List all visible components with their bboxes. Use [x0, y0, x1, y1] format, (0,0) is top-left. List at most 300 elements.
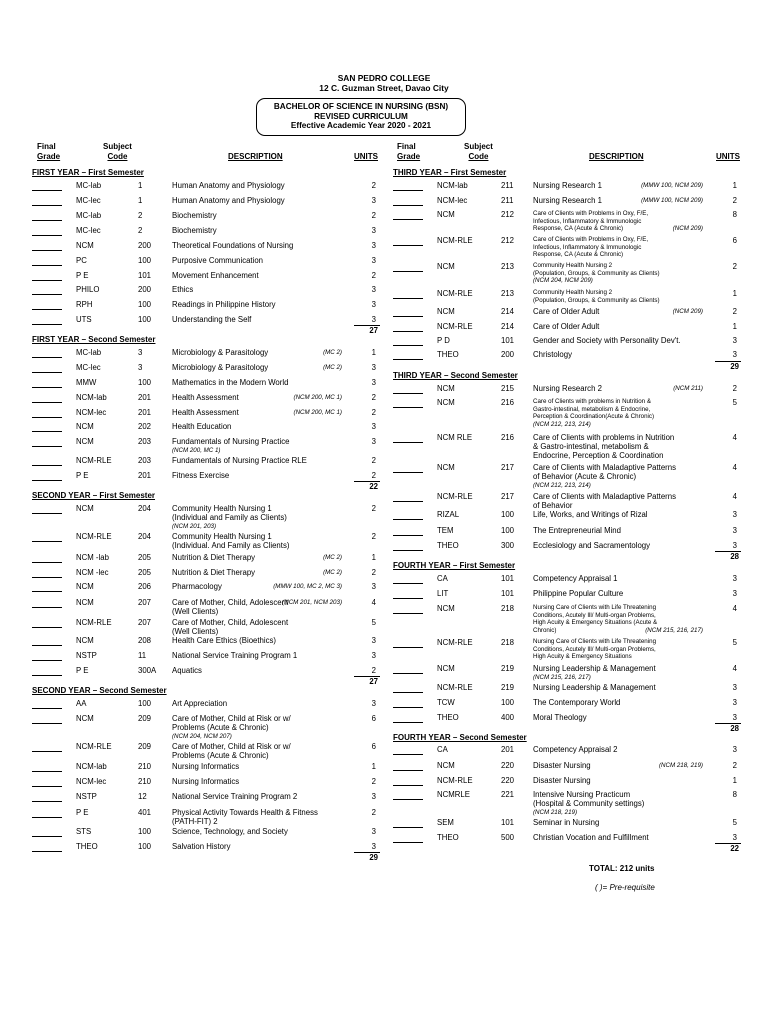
course-description [533, 322, 599, 331]
units-value: 3 [732, 833, 737, 842]
units-value: 3 [371, 636, 376, 645]
subject-code: NCM [437, 761, 455, 770]
description-line: Health Assessment (NCM 200, MC 1) [172, 408, 342, 417]
final-grade-blank[interactable] [393, 307, 423, 317]
description-line: Care of Clients with Maladaptive Patterns [533, 492, 677, 501]
subject-number: 217 [501, 492, 515, 501]
description-line: of Behavior (Acute & Chronic) [533, 472, 637, 481]
units-value: 2 [371, 808, 376, 817]
prerequisite: (NCM 211) [673, 385, 703, 392]
semester-title: SECOND YEAR – Second Semester [32, 686, 167, 695]
subject-code: NCM-RLE [437, 492, 473, 501]
description-line: Community Health Nursing 1 [172, 504, 272, 513]
units-value: 6 [732, 236, 737, 245]
description-line: Science, Technology, and Society [172, 827, 288, 836]
final-grade-blank[interactable] [393, 433, 423, 443]
subject-number: 210 [138, 762, 152, 771]
program-title: BACHELOR OF SCIENCE IN NURSING (BSN) [273, 102, 449, 111]
subject-number: 2 [138, 211, 143, 220]
course-description [533, 776, 591, 785]
description-line: Ethics [172, 285, 194, 294]
final-grade-blank[interactable] [393, 463, 423, 473]
description-line: Competency Appraisal 1 [533, 574, 618, 583]
subject-code: RIZAL [437, 510, 460, 519]
units-value: 3 [732, 541, 737, 550]
final-grade-blank[interactable] [32, 226, 62, 236]
description-line: Care of Clients with problems in Nutrition & [533, 398, 651, 405]
subject-code: NCM-RLE [437, 683, 473, 692]
description-line: Care of Mother, Child, Adolescent [172, 618, 289, 627]
semester-title: FIRST YEAR – First Semester [32, 168, 144, 177]
course-row [0, 541, 768, 556]
subject-number: 11 [138, 651, 147, 660]
subject-code: P E [76, 808, 89, 817]
subject-number: 203 [138, 437, 152, 446]
units-value: 3 [732, 683, 737, 692]
description-line: Nursing Research 1 (MMW 100, NCM 209) [533, 181, 703, 190]
course-description [172, 422, 231, 431]
subject-code: TCW [437, 698, 455, 707]
subject-number: 204 [138, 532, 152, 541]
final-grade-blank[interactable] [32, 618, 62, 628]
subject-code: NCM [76, 598, 94, 607]
final-grade-blank[interactable] [393, 574, 423, 584]
subject-number: 213 [501, 262, 515, 271]
subject-number: 207 [138, 618, 152, 627]
course-description [533, 541, 650, 550]
grand-total: TOTAL: 212 units [589, 864, 655, 873]
subject-number: 217 [501, 463, 515, 472]
description-line: Nursing Research 2 (NCM 211) [533, 384, 703, 393]
units-value: 3 [732, 589, 737, 598]
semester-total: 27 [369, 326, 378, 335]
description-line: Human Anatomy and Physiology [172, 196, 285, 205]
col-head-units-right: UNITS [716, 152, 740, 161]
description-line: Problems (Acute & Chronic) [172, 751, 269, 760]
final-grade-blank[interactable] [393, 322, 423, 332]
final-grade-blank[interactable] [393, 683, 423, 693]
subject-code: NCM -lab [76, 553, 109, 562]
subject-code: TEM [437, 526, 454, 535]
subject-code: MMW [76, 378, 97, 387]
subject-code: STS [76, 827, 92, 836]
description-line: (Individual. And Family as Clients) [172, 541, 290, 550]
course-row [0, 664, 768, 679]
description-line: Care of Older Adult [533, 322, 600, 331]
subject-number: 205 [138, 553, 152, 562]
description-line: Fitness Exercise [172, 471, 230, 480]
course-row [0, 526, 768, 541]
description-line: Microbiology & Parasitology (MC 2) [172, 363, 342, 372]
subject-number: 212 [501, 210, 515, 219]
final-grade-blank[interactable] [393, 196, 423, 206]
description-line: (Well Clients) [172, 627, 219, 636]
course-description [533, 761, 703, 770]
final-grade-blank[interactable] [393, 289, 423, 299]
units-value: 1 [732, 181, 737, 190]
subject-number: 100 [501, 526, 515, 535]
semester-total: 22 [730, 844, 739, 853]
units-value: 3 [371, 378, 376, 387]
description-line: Disaster Nursing (NCM 218, 219) [533, 761, 703, 770]
subject-number: 201 [501, 745, 515, 754]
subject-number: 100 [138, 256, 152, 265]
final-grade-blank[interactable] [393, 236, 423, 246]
units-value: 3 [732, 336, 737, 345]
description-line: Care of Clients with Problems in Oxy, F/E, [533, 210, 649, 217]
course-row [0, 336, 768, 351]
subject-number: 101 [138, 271, 152, 280]
subject-code: NCM [76, 636, 94, 645]
units-value: 3 [371, 651, 376, 660]
units-value: 3 [732, 526, 737, 535]
final-grade-blank[interactable] [393, 745, 423, 755]
description-line: (Population, Groups, & Community as Clients) [533, 296, 660, 304]
course-description [172, 226, 217, 235]
description-line: (Hospital & Community settings) [533, 799, 645, 808]
units-value: 3 [371, 363, 376, 372]
units-value: 2 [371, 666, 376, 675]
prerequisite: (MC 2) [323, 364, 342, 371]
description-line: Philippine Popular Culture [533, 589, 624, 598]
prerequisite: (MC 2) [323, 349, 342, 356]
subject-number: 211 [501, 196, 514, 205]
units-value: 3 [732, 713, 737, 722]
course-row [0, 510, 768, 525]
description-line: Salvation History [172, 842, 231, 851]
final-grade-blank[interactable] [393, 510, 423, 520]
prerequisite: (NCM 200, MC 1) [293, 409, 342, 416]
description-line: Conditions, Acutely Ill/ Multi-organ Problems, [533, 611, 656, 619]
college-name: SAN PEDRO COLLEGE [337, 73, 431, 83]
description-line: Conditions, Acutely Ill/ Multi-organ Problems, [533, 645, 656, 653]
final-grade-blank[interactable] [32, 808, 62, 818]
course-description [533, 604, 703, 634]
units-value: 3 [371, 422, 376, 431]
course-row [0, 196, 768, 211]
description-line: Health Education [172, 422, 232, 431]
units-value: 1 [371, 553, 376, 562]
prerequisite: (MMW 100, NCM 209) [641, 197, 703, 204]
subject-code: MC-lab [76, 211, 102, 220]
subject-number: 204 [138, 504, 152, 513]
description-line: (Individual and Family as Clients) [172, 513, 287, 522]
subject-code: NCM [437, 398, 455, 407]
subject-code: PHILO [76, 285, 100, 294]
course-description [533, 181, 703, 190]
subject-number: 100 [138, 842, 152, 851]
description-line: Community Health Nursing 1 [172, 532, 272, 541]
subject-number: 201 [138, 393, 152, 402]
subject-code: NCM-RLE [437, 236, 473, 245]
description-line: Disaster Nursing [533, 776, 591, 785]
description-line: Moral Theology [533, 713, 587, 722]
semester-title: FOURTH YEAR – Second Semester [393, 733, 527, 742]
subject-code: SEM [437, 818, 454, 827]
units-value: 3 [371, 300, 376, 309]
units-value: 1 [371, 762, 376, 771]
description-line: Gender and Society with Personality Dev't. [533, 336, 681, 345]
subject-number: 100 [501, 698, 515, 707]
units-value: 4 [732, 492, 737, 501]
subject-code: NCM [437, 384, 455, 393]
course-row [0, 589, 768, 604]
course-description [533, 698, 620, 707]
col-head-subject-left: Subject Code [103, 142, 132, 161]
semester-total: 29 [730, 362, 739, 371]
units-value: 2 [371, 471, 376, 480]
subject-code: MC-lec [76, 196, 101, 205]
description-line: Response, CA (Acute & Chronic) [533, 251, 624, 258]
subject-code: NCM [437, 307, 455, 316]
course-row [0, 745, 768, 760]
course-row [0, 236, 768, 258]
final-grade-blank[interactable] [393, 398, 423, 408]
description-line: Care of Clients with Maladaptive Patterns [533, 463, 677, 472]
units-value: 3 [371, 285, 376, 294]
subject-number: 218 [501, 604, 515, 613]
description-line: Nursing Informatics [172, 762, 240, 771]
subject-number: 207 [138, 598, 152, 607]
subject-code: NCM [76, 504, 94, 513]
final-grade-blank[interactable] [393, 336, 423, 346]
semester-title: FOURTH YEAR – First Semester [393, 561, 516, 570]
subject-number: 500 [501, 833, 515, 842]
final-grade-blank[interactable] [393, 761, 423, 771]
description-line: Fundamentals of Nursing Practice RLE [172, 456, 307, 465]
description-line: Mathematics in the Modern World [172, 378, 289, 387]
units-value: 6 [371, 742, 376, 751]
col-head-desc-right: DESCRIPTION [589, 152, 644, 161]
units-value: 4 [732, 604, 737, 613]
description-line: Aquatics [172, 666, 202, 675]
prerequisite: (NCM 215, 216, 217) [533, 674, 591, 681]
final-grade-blank[interactable] [393, 604, 423, 614]
units-value: 5 [732, 638, 737, 647]
college-address: 12 C. Guzman Street, Davao City [319, 83, 449, 93]
final-grade-blank[interactable] [393, 589, 423, 599]
description-line: High Acuity & Emergency Situations [533, 653, 632, 660]
description-line: Infectious, Inflammatory & Immunologic [533, 243, 642, 251]
title-box [256, 98, 466, 136]
subject-code: NCM-lec [76, 408, 107, 417]
subject-code: NCM [437, 463, 455, 472]
subject-code: NCM-RLE [437, 289, 473, 298]
course-description [533, 818, 599, 827]
units-value: 3 [371, 226, 376, 235]
final-grade-blank[interactable] [393, 776, 423, 786]
subject-number: 205 [138, 568, 152, 577]
subject-number: 1 [138, 181, 143, 190]
subject-code: NCM RLE [437, 433, 473, 442]
subject-code: NCM -lec [76, 568, 109, 577]
subject-number: 214 [501, 307, 515, 316]
description-line: High Acuity & Emergency Situations (Acute & [533, 619, 658, 626]
units-value: 3 [371, 827, 376, 836]
subject-code: CA [437, 574, 448, 583]
final-grade-blank[interactable] [393, 350, 423, 360]
course-description [533, 638, 656, 661]
description-line: Chronic) (NCM 215, 216, 217) [533, 626, 703, 634]
subject-number: 101 [501, 818, 515, 827]
subject-code: NCM [76, 241, 94, 250]
course-description [533, 384, 703, 393]
subject-code: P E [76, 471, 89, 480]
units-value: 2 [371, 181, 376, 190]
subject-code: THEO [437, 713, 459, 722]
subject-code: P E [76, 271, 89, 280]
units-value: 2 [371, 408, 376, 417]
description-line: & Gastro-intestinal, metabolism & [533, 442, 649, 451]
course-row [0, 463, 768, 489]
units-value: 4 [732, 664, 737, 673]
subject-code: NCM [76, 422, 94, 431]
subject-number: 100 [138, 699, 152, 708]
final-grade-blank[interactable] [393, 713, 423, 723]
subject-number: 400 [501, 713, 515, 722]
semester-title: THIRD YEAR – Second Semester [393, 371, 518, 380]
units-value: 3 [371, 582, 376, 591]
subject-number: 2 [138, 226, 143, 235]
course-description [533, 510, 648, 519]
units-value: 4 [371, 598, 376, 607]
course-row [0, 181, 768, 196]
description-line: Physical Activity Towards Health & Fitness [172, 808, 318, 817]
subject-number: 203 [138, 456, 152, 465]
units-value: 2 [732, 262, 737, 271]
col-head-final-right: Final Grade [397, 142, 421, 161]
course-description [533, 574, 618, 583]
subject-number: 220 [501, 761, 515, 770]
course-row [0, 776, 768, 791]
units-value: 3 [371, 241, 376, 250]
course-description [533, 526, 621, 535]
subject-code: PC [76, 256, 87, 265]
course-row [0, 307, 768, 322]
units-value: 5 [732, 398, 737, 407]
subject-number: 216 [501, 433, 515, 442]
course-description [533, 492, 676, 510]
description-line: Life, Works, and Writings of Rizal [533, 510, 648, 519]
course-row [0, 713, 768, 728]
subject-code: P D [437, 336, 450, 345]
final-grade-blank[interactable] [393, 384, 423, 394]
semester-total: 22 [369, 482, 378, 491]
description-line: Response, CA (Acute & Chronic) (NCM 209) [533, 225, 703, 232]
description-line: Nursing Informatics [172, 777, 240, 786]
units-value: 4 [732, 433, 737, 442]
final-grade-blank[interactable] [393, 541, 423, 551]
subject-number: 209 [138, 742, 152, 751]
final-grade-blank[interactable] [393, 818, 423, 828]
prerequisite: (NCM 200, MC 1) [293, 394, 342, 401]
col-head-units-left: UNITS [354, 152, 378, 161]
description-line: Care of Mother, Child at Risk or w/ [172, 742, 291, 751]
units-value: 8 [732, 790, 737, 799]
course-description [533, 350, 572, 359]
final-grade-blank[interactable] [393, 210, 423, 220]
col-head-final-left: Final Grade [37, 142, 61, 161]
subject-code: THEO [437, 350, 459, 359]
subject-code: MC-lab [76, 181, 102, 190]
subject-number: 211 [501, 181, 514, 190]
description-line: Ecclesiology and Sacramentology [533, 541, 651, 550]
subject-number: 202 [138, 422, 152, 431]
description-line: Biochemistry [172, 226, 217, 235]
prerequisite: (NCM 212, 213, 214) [533, 420, 591, 428]
units-value: 1 [732, 289, 737, 298]
units-value: 2 [371, 532, 376, 541]
course-row [0, 289, 768, 304]
units-value: 5 [371, 618, 376, 627]
prerequisite: (NCM 204, NCM 209) [533, 277, 593, 284]
description-line: National Service Training Program 2 [172, 792, 298, 801]
description-line: Care of Older Adult (NCM 209) [533, 307, 703, 316]
subject-code: NCM-lab [76, 393, 107, 402]
subject-code: NCM-lab [76, 762, 107, 771]
description-line: Nutrition & Diet Therapy (MC 2) [172, 553, 342, 562]
final-grade-blank[interactable] [32, 422, 62, 432]
prerequisite: (MMW 100, NCM 209) [641, 182, 703, 189]
final-grade-blank[interactable] [393, 181, 423, 191]
description-line: Problems (Acute & Chronic) [172, 723, 269, 732]
units-value: 2 [371, 456, 376, 465]
subject-code: NCM [437, 664, 455, 673]
final-grade-blank[interactable] [393, 262, 423, 272]
units-value: 2 [732, 384, 737, 393]
subject-number: 206 [138, 582, 152, 591]
final-grade-blank[interactable] [393, 526, 423, 536]
course-row [0, 574, 768, 589]
final-grade-blank[interactable] [393, 492, 423, 502]
subject-number: 200 [138, 285, 152, 294]
prerequisite: (MMW 100, MC 2, MC 3) [273, 583, 342, 590]
subject-code: NCM-RLE [76, 532, 112, 541]
description-line: Competency Appraisal 2 [533, 745, 618, 754]
subject-code: LIT [437, 589, 449, 598]
course-row [0, 350, 768, 365]
subject-code: MC-lab [76, 348, 102, 357]
final-grade-blank[interactable] [393, 638, 423, 648]
subject-code: AA [76, 699, 87, 708]
final-grade-blank[interactable] [393, 664, 423, 674]
subject-number: 214 [501, 322, 515, 331]
subject-number: 216 [501, 398, 515, 407]
subject-code: NCM [437, 210, 455, 219]
units-value: 3 [732, 745, 737, 754]
units-value: 2 [371, 271, 376, 280]
semester-total: 27 [369, 677, 378, 686]
course-description [533, 210, 703, 233]
final-grade-blank[interactable] [393, 833, 423, 843]
subject-number: 220 [501, 776, 515, 785]
course-row [0, 698, 768, 713]
course-description [533, 262, 660, 285]
description-line: Care of Mother, Child at Risk or w/ [172, 714, 291, 723]
subject-number: 201 [138, 471, 152, 480]
final-grade-blank[interactable] [393, 698, 423, 708]
subject-number: 1 [138, 196, 143, 205]
subject-number: 213 [501, 289, 515, 298]
prerequisite: (MC 2) [323, 569, 342, 576]
course-row [0, 384, 768, 399]
subject-number: 401 [138, 808, 152, 817]
subject-code: NCM-RLE [437, 322, 473, 331]
final-grade-blank[interactable] [393, 790, 423, 800]
description-line: Christian Vocation and Fulfillment [533, 833, 649, 842]
units-value: 2 [371, 211, 376, 220]
course-description [172, 618, 288, 636]
